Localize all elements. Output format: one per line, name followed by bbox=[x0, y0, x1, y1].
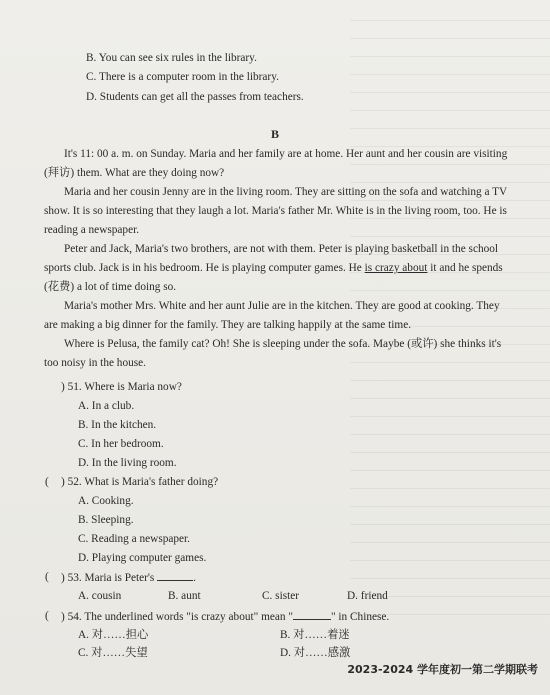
q54-option-a: A. 对……担心 bbox=[78, 629, 149, 641]
passage-paragraph-4: Maria's mother Mrs. White and her aunt Julie are in the kitchen. They are good at cooking. They are making a big dinner for the family. They are talking happily at the same time. bbox=[44, 300, 500, 331]
q52-stem: ) 52. What is Maria's father doing? bbox=[61, 476, 219, 488]
q51-option-b: B. In the kitchen. bbox=[78, 419, 157, 431]
answer-blank bbox=[293, 609, 331, 620]
q53-option-b: B. aunt bbox=[168, 590, 201, 602]
q54-stem-before: ) 54. The underlined words "is crazy about" mean " bbox=[61, 611, 293, 623]
q54-stem-after: " in Chinese. bbox=[330, 611, 390, 623]
q53-stem bbox=[61, 570, 196, 585]
q54-paren: ( bbox=[45, 610, 49, 622]
p3-text-after: it and he spends (花费) a lot of time doing so. bbox=[44, 262, 503, 293]
passage-paragraph-5: Where is Pelusa, the family cat? Oh! She is sleeping under the sofa. Maybe (或许) she thinks it's too noisy in the house. bbox=[44, 338, 502, 369]
q52-option-a: A. Cooking. bbox=[78, 495, 134, 507]
q54-option-c: C. 对……失望 bbox=[78, 647, 148, 659]
prev-option-d: D. Students can get all the passes from teachers. bbox=[86, 91, 304, 103]
passage-paragraph-2: Maria and her cousin Jenny are in the living room. They are sitting on the sofa and watching a TV show. It is so interesting that they laugh a lot. Maria's father Mr. White is in the living room, too. He is reading a newspaper. bbox=[44, 186, 507, 236]
p3-text-before: Peter and Jack, Maria's two brothers, are not with them. Peter is playing basketball in the school sports club. Jack is in his bedroom. He is playing computer games. He bbox=[44, 243, 499, 274]
q51-option-a: A. In a club. bbox=[78, 400, 135, 412]
q53-option-a: A. cousin bbox=[78, 590, 122, 602]
underlined-phrase: is crazy about bbox=[364, 262, 428, 274]
answer-blank bbox=[157, 570, 193, 581]
q54-stem bbox=[61, 609, 389, 624]
q53-option-c: C. sister bbox=[262, 590, 300, 602]
q52-option-b: B. Sleeping. bbox=[78, 514, 134, 526]
q54-option-b: B. 对……着迷 bbox=[280, 629, 350, 641]
q52-option-d: D. Playing computer games. bbox=[78, 552, 207, 564]
q53-paren: ( bbox=[45, 571, 49, 583]
prev-option-c: C. There is a computer room in the library. bbox=[86, 71, 279, 83]
q53-stem-before: ) 53. Maria is Peter's bbox=[61, 572, 158, 584]
q53-option-d: D. friend bbox=[347, 590, 388, 602]
exam-footer: 2023-2024 学年度初一第二学期联考 bbox=[347, 663, 538, 676]
q52-paren: ( bbox=[45, 476, 49, 488]
q51-option-c: C. In her bedroom. bbox=[78, 438, 164, 450]
q52-option-c: C. Reading a newspaper. bbox=[78, 533, 190, 545]
section-label: B bbox=[270, 127, 279, 141]
q54-option-d: D. 对……感激 bbox=[280, 647, 351, 659]
q53-stem-after: . bbox=[193, 572, 196, 584]
passage-paragraph-1: It's 11: 00 a. m. on Sunday. Maria and her family are at home. Her aunt and her cousin are visiting (拜访) them. What are they doing now? bbox=[44, 148, 508, 179]
passage-paragraph-3 bbox=[44, 240, 514, 297]
prev-option-b: B. You can see six rules in the library. bbox=[86, 52, 257, 64]
q51-stem: ) 51. Where is Maria now? bbox=[61, 381, 182, 393]
q51-option-d: D. In the living room. bbox=[78, 457, 177, 469]
